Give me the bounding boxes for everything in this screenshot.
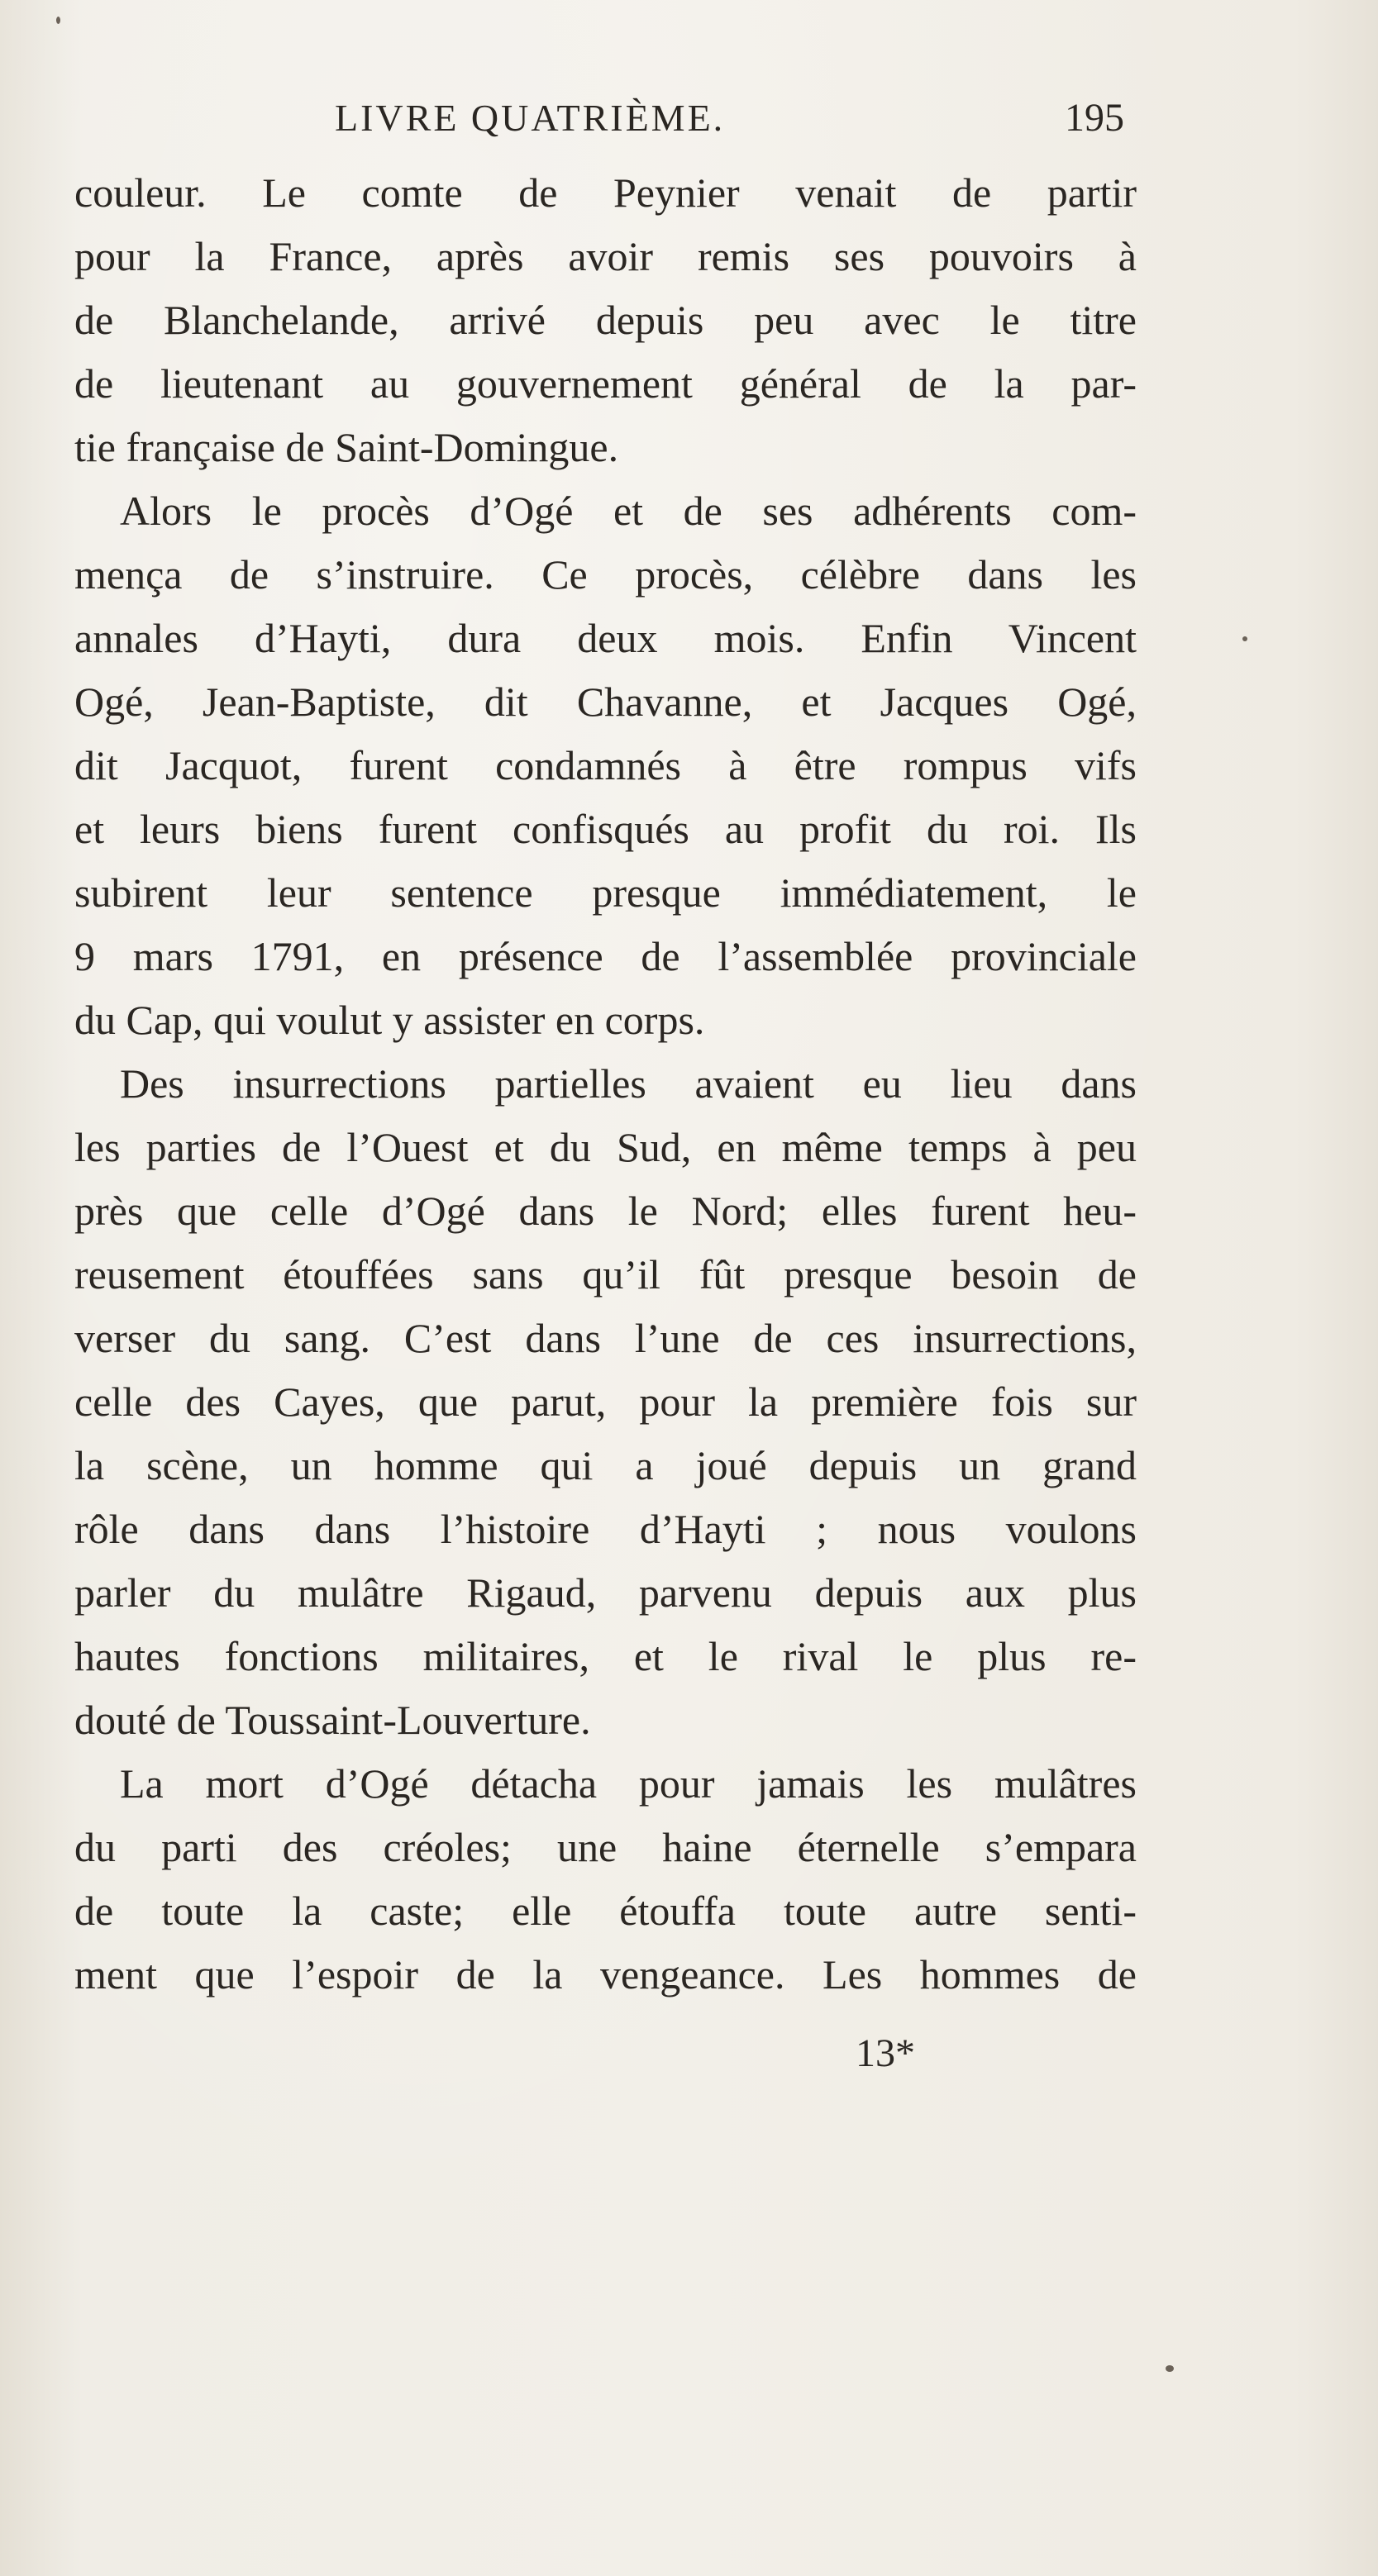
text-line: celle des Cayes, que parut, pour la première fois sur xyxy=(74,1378,1137,1425)
text-line: reusement étouffées sans qu’il fût presque besoin de xyxy=(74,1251,1137,1298)
paper-speck xyxy=(56,17,60,24)
page-number: 195 xyxy=(1065,96,1124,140)
text-line: Des insurrections partielles avaient eu lieu dans xyxy=(120,1060,1137,1107)
text-line: dit Jacquot, furent condamnés à être rompus vifs xyxy=(74,742,1137,788)
text-line: hautes fonctions militaires, et le rival le plus re- xyxy=(74,1633,1137,1679)
page-header xyxy=(74,89,1124,147)
text-line: pour la France, après avoir remis ses pouvoirs à xyxy=(74,233,1137,279)
text-line: La mort d’Ogé détacha pour jamais les mulâtres xyxy=(120,1760,1137,1807)
paragraph xyxy=(74,161,1137,479)
paragraph xyxy=(74,1752,1137,2007)
text-line: Alors le procès d’Ogé et de ses adhérents com- xyxy=(120,488,1137,534)
paper-speck xyxy=(1166,2365,1174,2372)
text-line: rôle dans dans l’histoire d’Hayti ; nous voulons xyxy=(74,1506,1137,1552)
paper-speck xyxy=(1242,636,1247,641)
signature-mark: 13* xyxy=(856,2031,915,2075)
text-line: et leurs biens furent confisqués au profit du roi. Ils xyxy=(74,806,1137,852)
text-line: douté de Toussaint-Louverture. xyxy=(74,1697,591,1743)
text-line: Ogé, Jean-Baptiste, dit Chavanne, et Jacques Ogé, xyxy=(74,679,1137,725)
body-text xyxy=(74,161,1137,2007)
text-line: de lieutenant au gouvernement général de la par- xyxy=(74,360,1137,407)
paragraph xyxy=(74,1052,1137,1752)
text-line: subirent leur sentence presque immédiatement, le xyxy=(74,869,1137,916)
text-line: de Blanchelande, arrivé depuis peu avec le titre xyxy=(74,297,1137,343)
text-line: les parties de l’Ouest et du Sud, en même temps à peu xyxy=(74,1124,1137,1170)
text-line: verser du sang. C’est dans l’une de ces insurrections, xyxy=(74,1315,1137,1361)
text-line: la scène, un homme qui a joué depuis un grand xyxy=(74,1442,1137,1488)
paragraph xyxy=(74,479,1137,1052)
running-head: LIVRE QUATRIÈME. xyxy=(335,97,726,139)
text-line: mença de s’instruire. Ce procès, célèbre dans les xyxy=(74,551,1137,598)
text-line: parler du mulâtre Rigaud, parvenu depuis aux plus xyxy=(74,1569,1137,1616)
text-line: du parti des créoles; une haine éternelle s’empara xyxy=(74,1824,1137,1870)
text-line: couleur. Le comte de Peynier venait de partir xyxy=(74,169,1137,216)
text-line: ment que l’espoir de la vengeance. Les hommes de xyxy=(74,1951,1137,1997)
text-line: du Cap, qui voulut y assister en corps. xyxy=(74,997,705,1043)
text-line: de toute la caste; elle étouffa toute autre senti- xyxy=(74,1888,1137,1934)
text-line: annales d’Hayti, dura deux mois. Enfin Vincent xyxy=(74,615,1137,661)
text-line: tie française de Saint-Domingue. xyxy=(74,424,619,470)
text-line: près que celle d’Ogé dans le Nord; elles furent heu- xyxy=(74,1188,1137,1234)
text-line: 9 mars 1791, en présence de l’assemblée provinciale xyxy=(74,933,1137,979)
